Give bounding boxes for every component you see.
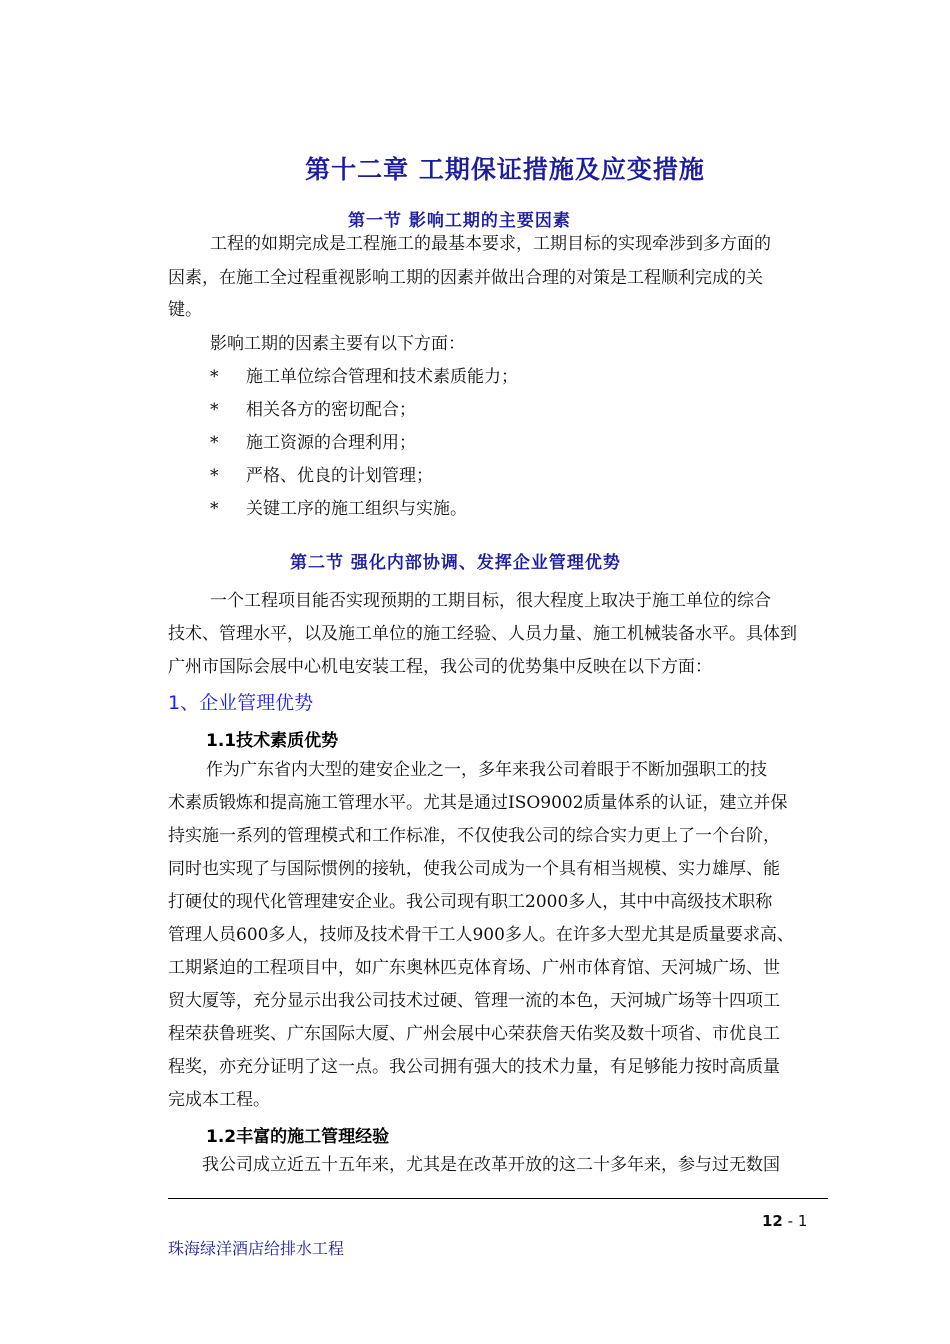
sub-1-1-para-line: 贸大厦等，充分显示出我公司技术过硬、管理一流的本色，天河城广场等十四项工 (168, 991, 780, 1011)
sub-1-1-para-line: 术素质锻炼和提高施工管理水平。尤其是通过ISO9002质量体系的认证，建立并保 (168, 793, 788, 813)
bullet-star: * (210, 433, 219, 453)
section-1-para-line: 因素，在施工全过程重视影响工期的因素并做出合理的对策是工程顺利完成的关 (168, 268, 763, 288)
section-2-title: 第二节 强化内部协调、发挥企业管理优势 (290, 553, 621, 573)
page-index: 1 (797, 1212, 808, 1230)
list-item-text: 相关各方的密切配合； (246, 400, 416, 420)
list-item-text: 施工单位综合管理和技术素质能力； (246, 367, 518, 387)
subheading-1-2: 1.2丰富的施工管理经验 (206, 1127, 390, 1147)
footer-project-name: 珠海绿洋酒店给排水工程 (168, 1239, 345, 1258)
bullet-star: * (210, 466, 219, 486)
page-number (762, 1212, 807, 1230)
section-1-para-line: 工程的如期完成是工程施工的最基本要求，工期目标的实现牵涉到多方面的 (210, 234, 771, 254)
page-chapter-number: 12 (762, 1212, 783, 1230)
section-2-para-line: 广州市国际会展中心机电安装工程，我公司的优势集中反映在以下方面： (168, 657, 712, 677)
bullet-star: * (210, 367, 219, 387)
heading-enterprise-advantage: 1、企业管理优势 (168, 692, 314, 714)
section-2-para-line: 一个工程项目能否实现预期的工期目标，很大程度上取决于施工单位的综合 (210, 591, 771, 611)
sub-1-1-para-line: 打硬仗的现代化管理建安企业。我公司现有职工2000多人，其中中高级技术职称 (168, 892, 773, 912)
list-item (210, 400, 416, 420)
section-1-title: 第一节 影响工期的主要因素 (348, 211, 571, 231)
sub-1-1-para-line: 同时也实现了与国际惯例的接轨，使我公司成为一个具有相当规模、实力雄厚、能 (168, 859, 780, 879)
sub-1-1-para-line: 程奖，亦充分证明了这一点。我公司拥有强大的技术力量，有足够能力按时高质量 (168, 1057, 780, 1077)
sub-1-1-para-line: 作为广东省内大型的建安企业之一，多年来我公司着眼于不断加强职工的技 (206, 760, 767, 780)
list-item (210, 367, 518, 387)
sub-1-1-para-line: 程荣获鲁班奖、广东国际大厦、广州会展中心荣获詹天佑奖及数十项省、市优良工 (168, 1024, 780, 1044)
list-item (210, 466, 433, 486)
page-separator: - (782, 1212, 798, 1230)
sub-1-1-para-line: 工期紧迫的工程项目中，如广东奥林匹克体育场、广州市体育馆、天河城广场、世 (168, 958, 780, 978)
list-item-text: 严格、优良的计划管理； (246, 466, 433, 486)
list-item-text: 施工资源的合理利用； (246, 433, 416, 453)
bullet-star: * (210, 400, 219, 420)
list-item-text: 关键工序的施工组织与实施。 (246, 499, 467, 519)
sub-1-2-para-line: 我公司成立近五十五年来，尤其是在改革开放的这二十多年来，参与过无数国 (202, 1155, 780, 1175)
subheading-1-1: 1.1技术素质优势 (206, 731, 339, 751)
sub-1-1-para-line: 持实施一系列的管理模式和工作标准，不仅使我公司的综合实力更上了一个台阶， (168, 826, 780, 846)
footer-divider (168, 1198, 828, 1199)
section-1-intro: 影响工期的因素主要有以下方面： (210, 334, 465, 354)
section-1-para-line: 键。 (168, 300, 202, 320)
sub-1-1-para-line: 管理人员600多人，技师及技术骨干工人900多人。在许多大型尤其是质量要求高、 (168, 925, 794, 945)
list-item (210, 499, 467, 519)
section-2-para-line: 技术、管理水平，以及施工单位的施工经验、人员力量、施工机械装备水平。具体到 (168, 624, 797, 644)
chapter-title: 第十二章 工期保证措施及应变措施 (305, 155, 705, 184)
list-item (210, 433, 416, 453)
sub-1-1-para-line: 完成本工程。 (168, 1090, 270, 1110)
bullet-star: * (210, 499, 219, 519)
